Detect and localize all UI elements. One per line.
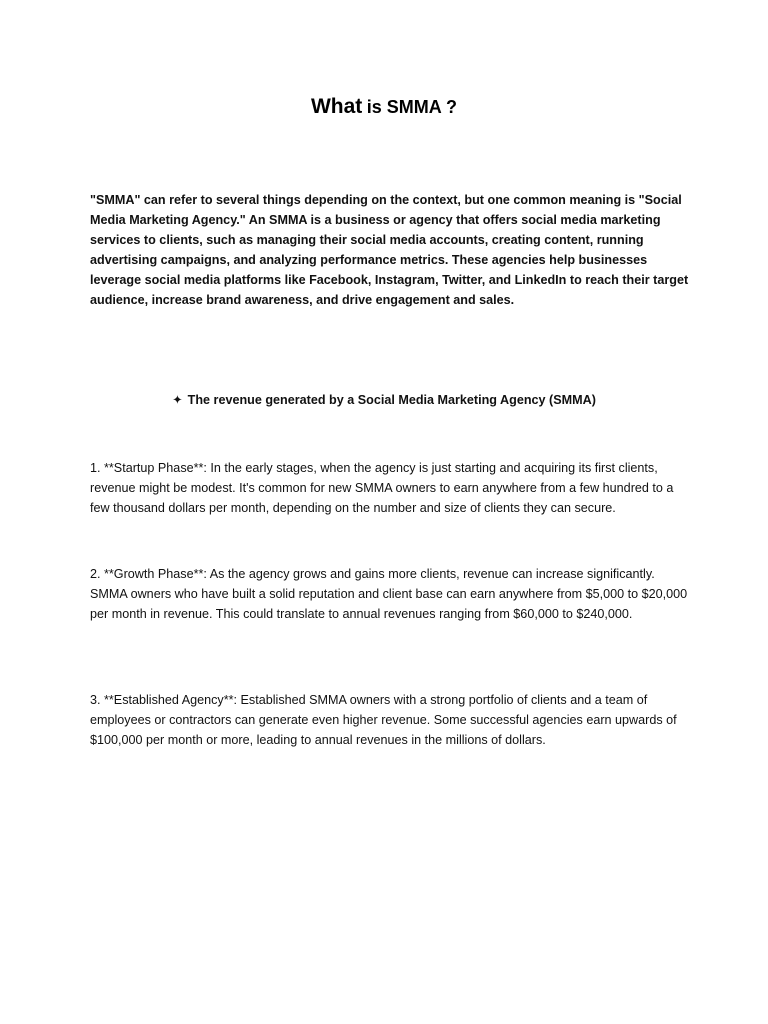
list-item-established-agency: 3. **Established Agency**: Established SMMA owners with a strong portfolio of clients and a team of employees or contractors can generate even higher revenue. Some successful agencies earn upwards of $100,000 per month or more, leading to annual revenues in the millions of dollars. [90, 693, 677, 747]
page-title [0, 95, 768, 119]
intro-paragraph: "SMMA" can refer to several things depending on the context, but one common meaning is "Social Media Marketing Agency." An SMMA is a business or agency that offers social media marketing services to clients, such as managing their social media accounts, creating content, running advertising campaigns, and analyzing performance metrics. These agencies help businesses leverage social media platforms like Facebook, Instagram, Twitter, and LinkedIn to reach their target audience, increase brand awareness, and drive engagement and sales. [90, 193, 689, 307]
page-title-main: What [310, 95, 363, 118]
page-title-rest: is SMMA ? [366, 97, 458, 117]
section-heading-text: The revenue generated by a Social Media Marketing Agency (SMMA) [187, 393, 596, 407]
sparkle-icon: ✦ [172, 393, 183, 407]
section-heading [0, 390, 768, 410]
list-item-growth-phase: 2. **Growth Phase**: As the agency grows and gains more clients, revenue can increase significantly. SMMA owners who have built a solid reputation and client base can earn anywhere from $5,000 to $20,000 per month in revenue. This could translate to annual revenues ranging from $60,000 to $240,000. [90, 567, 688, 621]
list-item-startup-phase: 1. **Startup Phase**: In the early stages, when the agency is just starting and acquiring its first clients, revenue might be modest. It's common for new SMMA owners to earn anywhere from a few hundred to a few thousand dollars per month, depending on the number and size of clients they can secure. [90, 461, 674, 515]
